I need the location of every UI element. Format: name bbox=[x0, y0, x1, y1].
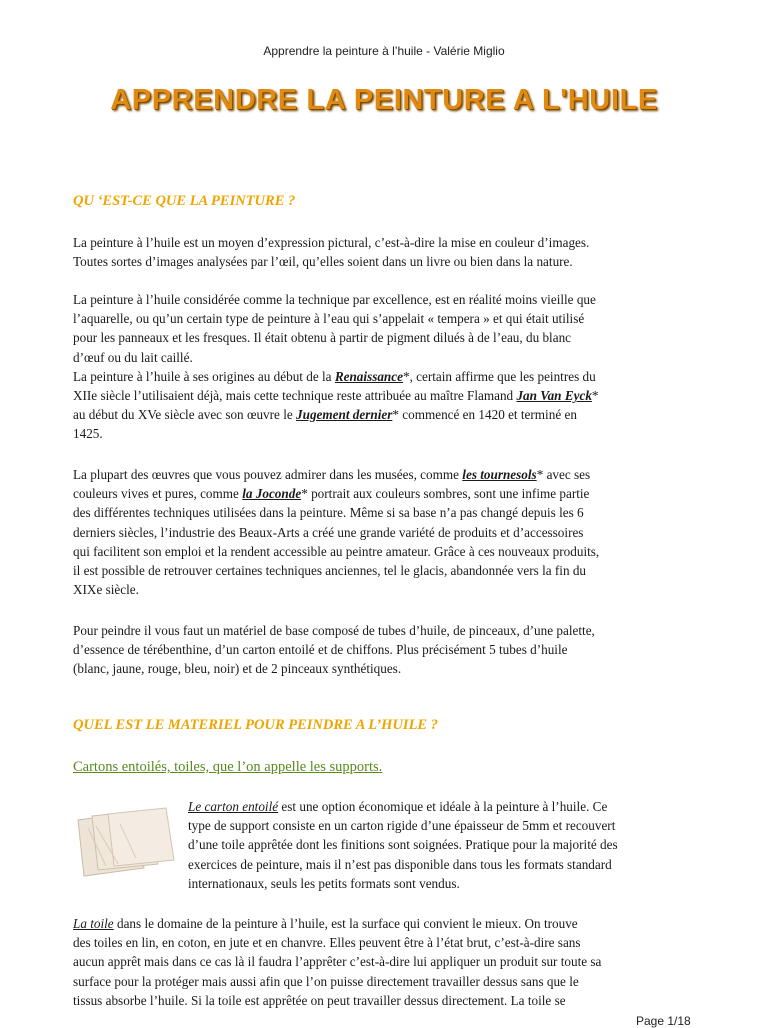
link-jan-van-eyck[interactable]: Jan Van Eyck bbox=[516, 388, 592, 404]
paragraph-toile bbox=[73, 914, 698, 1010]
text-line: qui facilitent son emploi et la rendent accessible au peintre amateur. Grâce à ces nouveaux produits, bbox=[73, 543, 600, 559]
text-fragment: dans le domaine de la peinture à l’huile, est la surface qui convient le mieux. On trouve bbox=[113, 916, 578, 931]
link-la-joconde[interactable]: la Joconde bbox=[242, 486, 302, 502]
link-les-tournesols[interactable]: les tournesols bbox=[462, 467, 537, 482]
text-line: d’œuf ou du lait caillé. bbox=[73, 349, 193, 365]
text-fragment: * portrait aux couleurs sombres, sont une infime partie bbox=[301, 486, 590, 502]
text-line bbox=[73, 914, 698, 933]
text-line: type de support consiste en un carton rigide d’une épaisseur de 5mm et recouvert bbox=[188, 818, 616, 834]
document-title: APPRENDRE LA PEINTURE A L'HUILE bbox=[110, 84, 658, 116]
canvas-boards-image bbox=[74, 806, 180, 882]
text-line: exercices de peinture, mais il n’est pas disponible dans tous les formats standard bbox=[188, 856, 612, 872]
text-line: internationaux, seuls les petits formats sont vendus. bbox=[188, 875, 460, 891]
paragraph-carton-entoile bbox=[188, 797, 698, 893]
link-renaissance[interactable]: Renaissance bbox=[334, 368, 403, 384]
paragraph-materiel-base bbox=[73, 621, 698, 679]
text-fragment: couleurs vives et pures, comme bbox=[73, 486, 243, 502]
text-fragment: La plupart des œuvres que vous pouvez admirer dans les musées, comme bbox=[73, 467, 463, 482]
paragraph-intro bbox=[73, 233, 698, 271]
paragraph-history bbox=[73, 290, 698, 444]
text-line: l’aquarelle, ou qu’un certain type de peinture à l’eau qui s’appelait « tempera » et qui était utilisé bbox=[73, 311, 585, 327]
term-carton-entoile: Le carton entoilé bbox=[188, 799, 279, 814]
text-line: d’une toile apprêtée dont les finitions sont soignées. Pratique pour la majorité des bbox=[188, 837, 618, 853]
text-line: Toutes sortes d’images analysées par l’œil, qu’elles soient dans un livre ou bien dans la nature. bbox=[73, 254, 573, 270]
text-line: XIXe siècle. bbox=[73, 582, 139, 598]
text-line: des toiles en lin, en coton, en jute et en chanvre. Elles peuvent être à l’état brut, c’est-à-dire sans bbox=[73, 935, 581, 951]
text-fragment: * avec ses bbox=[536, 467, 591, 482]
text-line: La peinture à l’huile considérée comme la technique par excellence, est en réalité moins vieille que bbox=[73, 292, 596, 307]
text-fragment: au début du XVe siècle avec son œuvre le bbox=[73, 407, 297, 423]
text-line: derniers siècles, l’industrie des Beaux-Arts a créé une grande variété de produits et d’accessoires bbox=[73, 524, 584, 540]
text-fragment: * bbox=[591, 388, 599, 404]
text-line: La peinture à l’huile est un moyen d’expression pictural, c’est-à-dire la mise en couleur d’images. bbox=[73, 235, 590, 250]
page-header: Apprendre la peinture à l’huile - Valérie Miglio bbox=[263, 44, 505, 58]
section-heading-peinture: QU ‘EST-CE QUE LA PEINTURE ? bbox=[73, 193, 296, 209]
text-line: tissus absorbe l’huile. Si la toile est apprêtée on peut travailler dessus directement. La toile se bbox=[73, 992, 566, 1008]
link-jugement-dernier[interactable]: Jugement dernier bbox=[296, 407, 393, 423]
text-line: surface pour la protéger mais aussi afin que l’on puisse directement travailler dessus sans que le bbox=[73, 973, 579, 989]
text-fragment: * commencé en 1420 et terminé en bbox=[392, 407, 577, 423]
text-line: aucun apprêt mais dans ce cas là il faudra l’apprêter c’est-à-dire lui appliquer un produit sur toute sa bbox=[73, 954, 602, 970]
section-heading-materiel: QUEL EST LE MATERIEL POUR PEINDRE A L’HUILE ? bbox=[73, 717, 438, 733]
text-line bbox=[73, 465, 698, 484]
text-line: (blanc, jaune, rouge, bleu, noir) et de 2 pinceaux synthétiques. bbox=[73, 661, 402, 677]
text-line bbox=[188, 797, 698, 816]
text-line: pour les panneaux et les fresques. Il était obtenu à partir de pigment dilués à de l’eau, du blanc bbox=[73, 330, 572, 346]
text-line: Pour peindre il vous faut un matériel de base composé de tubes d’huile, de pinceaux, d’une palette, bbox=[73, 623, 595, 638]
text-fragment: *, certain affirme que les peintres du bbox=[402, 368, 596, 384]
text-line: il est possible de retrouver certaines techniques anciennes, tel le glacis, abandonnée vers la fin du bbox=[73, 563, 587, 579]
text-line: des différentes techniques utilisées dans la peinture. Même si sa base n’a pas changé depuis les 6 bbox=[73, 505, 584, 521]
text-line: d’essence de térébenthine, d’un carton entoilé et de chiffons. Plus précisément 5 tubes d’huile bbox=[73, 642, 568, 658]
text-fragment: est une option économique et idéale à la peinture à l’huile. Ce bbox=[278, 799, 608, 814]
text-line bbox=[73, 484, 698, 503]
page-number: Page 1/18 bbox=[636, 1014, 691, 1028]
text-line: 1425. bbox=[73, 426, 103, 442]
subheading-supports: Cartons entoilés, toiles, que l’on appelle les supports. bbox=[73, 759, 383, 775]
text-fragment: La peinture à l’huile à ses origines au début de la bbox=[73, 368, 335, 384]
term-la-toile: La toile bbox=[73, 916, 114, 931]
text-fragment: XIIe siècle l’utilisaient déjà, mais cette technique reste attribuée au maître Flamand bbox=[73, 388, 517, 404]
text-line bbox=[73, 405, 698, 424]
paragraph-oeuvres bbox=[73, 465, 698, 599]
text-line bbox=[73, 367, 698, 386]
text-line bbox=[73, 386, 698, 405]
